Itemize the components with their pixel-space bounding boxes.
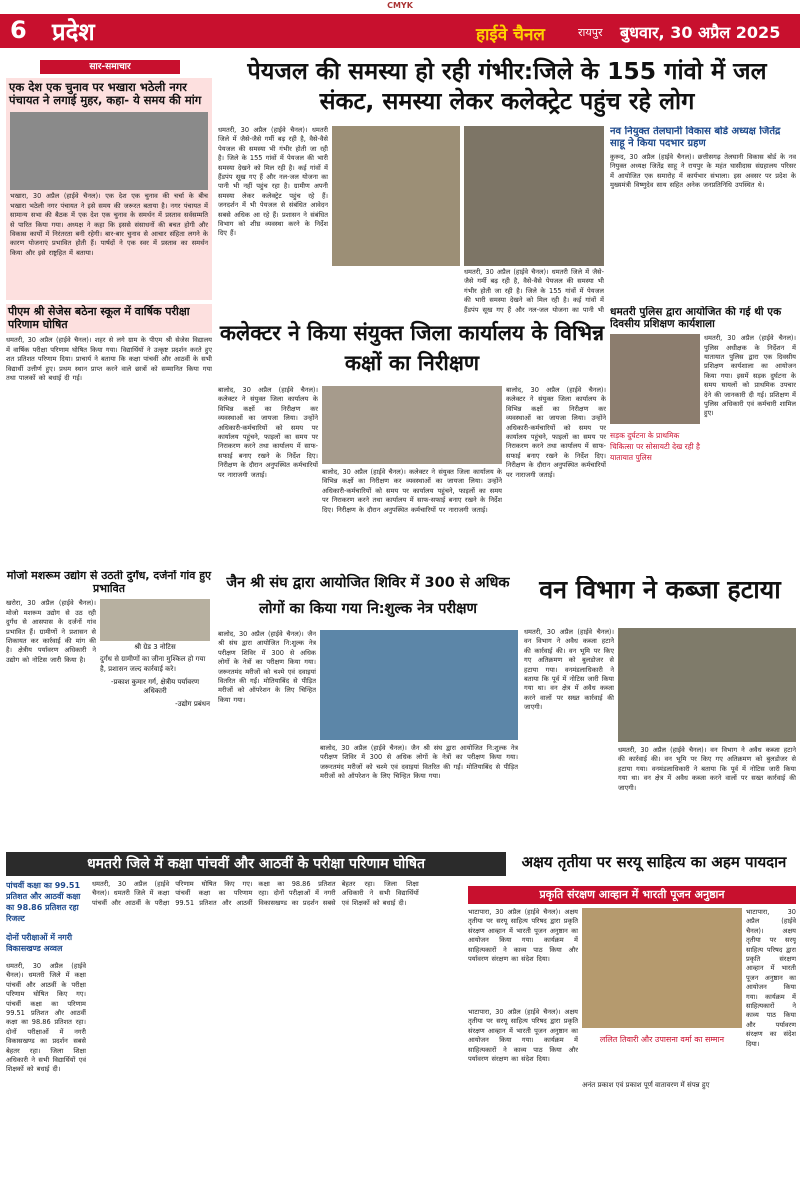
- story-sejes: [6, 304, 212, 566]
- page-header: [0, 14, 800, 48]
- city-name: रायपुर: [578, 26, 603, 39]
- results-bullets: [6, 880, 86, 1178]
- story-telghani-title: नव नियुक्त तेलघानी विकास बोर्ड अध्यक्ष जितेंद्र साहू ने किया पदभार ग्रहण: [610, 126, 781, 149]
- story-mojo-tag: श्री ग्रेड 3 नोटिस: [134, 643, 176, 652]
- sahitya-quote: ललित तिवारी और उपासना वर्मा का सम्मान: [599, 1035, 725, 1044]
- story-telghani: [610, 126, 796, 304]
- story-ek-desh-photo: [10, 112, 208, 190]
- collector-headline: कलेक्टर ने किया संयुक्त जिला कार्यालय के विभिन्न कक्षों का निरीक्षण: [219, 321, 605, 375]
- page-number: 6: [10, 16, 27, 44]
- story-mojo: [6, 570, 212, 848]
- eyecamp-headline: जैन श्री संघ द्वारा आयोजित शिविर में 300 से अधिक लोगों का किया गया नि:शुल्क नेत्र परीक्षण: [226, 575, 510, 617]
- story-police-box: सड़क दुर्घटना के प्राथमिक चिकित्सा पर सोसायटी देख रही है यातायात पुलिस: [610, 431, 701, 463]
- story-ek-desh: [6, 78, 212, 300]
- lead-headline: पेयजल की समस्या हो रही गंभीर:जिले के 155 गांवो में जल संकट, समस्या लेकर कलेक्ट्रेट पहुंच रहे लोग: [247, 57, 767, 115]
- collector-body: बालोद, 30 अप्रैल (हाईवे चैनल)। कलेक्टर ने संयुक्त जिला कार्यालय के विभिन्न कक्षों का निरीक्षण कर व्यवस्थाओं का जायजा लिया। उन्होंने अधिकारी-कर्मचारियों को समय पर कार्यालय पहुंचने, फाइलों का समय पर निराकरण करने तथा कार्यालय में साफ-सफाई बनाए रखने के निर्देश दिए। निरीक्षण के दौरान अनुपस्थित कर्मचारियों पर नाराजगी जताई।: [218, 386, 318, 479]
- lead-photo-1: [332, 126, 460, 266]
- sahitya-body: भाटापारा, 30 अप्रैल (हाईवे चैनल)। अक्षय तृतीया पर सरयू साहित्य परिषद द्वारा प्रकृति संरक्षण आव्हान में भारती पूजन अनुष्ठान का आयोजन किया गया। कार्यक्रम में साहित्यकारों ने काव्य पाठ किया और पर्यावरण संरक्षण का संदेश दिया।: [468, 908, 578, 964]
- sahitya-body-2: भाटापारा, 30 अप्रैल (हाईवे चैनल)। अक्षय तृतीया पर सरयू साहित्य परिषद द्वारा प्रकृति संरक्षण आव्हान में भारती पूजन अनुष्ठान का आयोजन किया गया। कार्यक्रम में साहित्यकारों ने काव्य पाठ किया और पर्यावरण संरक्षण का संदेश दिया।: [746, 908, 796, 1048]
- story-mojo-title: मोजो मशरूम उद्योग से उठती दुर्गंध, दर्जनों गांव हुए प्रभावित: [6, 570, 212, 595]
- eyecamp-body-2: बालोद, 30 अप्रैल (हाईवे चैनल)। जैन श्री संघ द्वारा आयोजित नि:शुल्क नेत्र परीक्षण शिविर में 300 से अधिक लोगों के नेत्रों का परीक्षण किया गया। जरूरतमंद मरीजों को चश्मे एवं दवाइयां वितरित की गईं। मोतियाबिंद से पीड़ित मरीजों को ऑपरेशन के लिए चिन्हित किया गया।: [320, 744, 518, 781]
- story-mojo-sign2: -उद्योग प्रबंधन: [175, 700, 210, 709]
- brand-name: हाईवे चैनल: [476, 25, 545, 45]
- sar-samachar-label: सार-समाचार: [40, 60, 180, 74]
- issue-date: बुधवार, 30 अप्रैल 2025: [620, 23, 781, 42]
- story-mojo-sign1: -प्रकाश कुमार गर्ग, क्षेत्रीय पर्यावरण अधिकारी: [110, 678, 200, 696]
- sahitya-sign: अनंत प्रकाश एवं प्रकाश पूर्ण वातावरण में संपन्न हुए: [582, 1081, 710, 1089]
- eyecamp-body: बालोद, 30 अप्रैल (हाईवे चैनल)। जैन श्री संघ द्वारा आयोजित नि:शुल्क नेत्र परीक्षण शिविर में 300 से अधिक लोगों के नेत्रों का परीक्षण किया गया। जरूरतमंद मरीजों को चश्मे एवं दवाइयां वितरित की गईं। मोतियाबिंद से पीड़ित मरीजों को ऑपरेशन के लिए चिन्हित किया गया।: [218, 630, 316, 704]
- forest-headline: वन विभाग ने कब्जा हटाया: [539, 576, 781, 604]
- story-ek-desh-body: भखारा, 30 अप्रैल (हाईवे चैनल)। एक देश एक चुनाव की चर्चा के बीच भखारा भठेली नगर पंचायत ने इसे समय की जरूरत बताया है। नगर पंचायत में सामान्य सभा की बैठक में एक देश एक चुनाव के समर्थन में प्रस्ताव सर्वसम्मति से पारित किया गया। अध्यक्ष ने कहा कि इससे संसाधनों की बचत होगी और विकास कार्यों में निरंतरता बनी रहेगी। बार-बार चुनाव से आचार संहिता लगने के कारण योजनाएं प्रभावित होती हैं। पार्षदों ने एक स्वर में प्रस्ताव का समर्थन किया और इसे राष्ट्रहित में बताया।: [10, 192, 208, 257]
- sahitya-strip: प्रकृति संरक्षण आव्हान में भारती पूजन अनुष्ठान: [468, 886, 796, 904]
- collector-photo: [322, 386, 502, 464]
- story-police-body: धमतरी, 30 अप्रैल (हाईवे चैनल)। पुलिस अधीक्षक के निर्देशन में यातायात पुलिस द्वारा एक दिवसीय प्रशिक्षण कार्यशाला का आयोजन किया गया। इसमें सड़क दुर्घटना के समय घायलों को प्राथमिक उपचार देने की जानकारी दी गई। प्रशिक्षण में पुलिस अधिकारी एवं कर्मचारी शामिल हुए।: [704, 334, 796, 418]
- lead-photo-2: [464, 126, 604, 266]
- results-body: धमतरी, 30 अप्रैल (हाईवे चैनल)। धमतरी जिले में कक्षा पांचवीं और आठवीं के परीक्षा परिणाम घोषित किए गए। पांचवीं कक्षा का परिणाम 99.51 प्रतिशत और आठवीं कक्षा का 98.86 प्रतिशत रहा। दोनों परीक्षाओं में नगरी विकासखण्ड का प्रदर्शन सबसे बेहतर रहा। जिला शिक्षा अधिकारी ने सभी विद्यार्थियों एवं शिक्षकों को बधाई दी।: [6, 962, 86, 1074]
- sahitya-photo: [582, 908, 742, 1028]
- story-sejes-body: धमतरी, 30 अप्रैल (हाईवे चैनल)। शहर से लगे ग्राम के पीएम श्री सेजेस विद्यालय में वार्षिक परीक्षा परिणाम घोषित किया गया। विद्यार्थियों ने उत्कृष्ट प्रदर्शन करते हुए शत प्रतिशत परिणाम दिया। प्राचार्य ने बताया कि कक्षा पांचवीं और आठवीं के सभी विद्यार्थी उत्तीर्ण हुए। प्रथम स्थान प्राप्त करने वाले छात्रों को सम्मानित किया गया तथा पालकों को बधाई दी गई।: [6, 336, 212, 382]
- story-mojo-body: खरोरा, 30 अप्रैल (हाईवे चैनल)। मोजो मशरूम उद्योग से उठ रही दुर्गंध से आसपास के दर्जनों गांव प्रभावित हैं। ग्रामीणों ने प्रशासन से शिकायत कर कार्रवाई की मांग की है। क्षेत्रीय पर्यावरण अधिकारी ने उद्योग को नोटिस जारी किया है।: [6, 599, 96, 664]
- sahitya-body-3: भाटापारा, 30 अप्रैल (हाईवे चैनल)। अक्षय तृतीया पर सरयू साहित्य परिषद द्वारा प्रकृति संरक्षण आव्हान में भारती पूजन अनुष्ठान का आयोजन किया गया। कार्यक्रम में साहित्यकारों ने काव्य पाठ किया और पर्यावरण संरक्षण का संदेश दिया।: [468, 1008, 578, 1064]
- collector-body-3: बालोद, 30 अप्रैल (हाईवे चैनल)। कलेक्टर ने संयुक्त जिला कार्यालय के विभिन्न कक्षों का निरीक्षण कर व्यवस्थाओं का जायजा लिया। उन्होंने अधिकारी-कर्मचारियों को समय पर कार्यालय पहुंचने, फाइलों का समय पर निराकरण करने तथा कार्यालय में साफ-सफाई बनाए रखने के निर्देश दिए। निरीक्षण के दौरान अनुपस्थित कर्मचारियों पर नाराजगी जताई।: [506, 386, 606, 479]
- sahitya-headline: अक्षय तृतीया पर सरयू साहित्य का अहम पायदान: [521, 854, 787, 871]
- lead-body: धमतरी, 30 अप्रैल (हाईवे चैनल)। धमतरी जिले में जैसे-जैसे गर्मी बढ़ रही है, वैसे-वैसे पेयजल की समस्या भी गंभीर होती जा रही है। जिले के 155 गांवों में पेयजल की भारी समस्या देखने को मिल रही है। कई गांवों में हैंडपंप सूख गए हैं और नल-जल योजना का पानी भी नहीं पहुंच रहा है। ग्रामीण अपनी समस्या लेकर कलेक्ट्रेट पहुंच रहे हैं। जनदर्शन में भी पेयजल से संबंधित आवेदन सबसे अधिक आ रहे हैं। प्रशासन ने संबंधित विभाग को शीघ्र व्यवस्था करने के निर्देश दिए हैं।: [218, 126, 328, 238]
- results-body-2: धमतरी, 30 अप्रैल (हाईवे चैनल)। धमतरी जिले में कक्षा पांचवीं और आठवीं के परीक्षा परिणाम घोषित किए गए। पांचवीं कक्षा का परिणाम 99.51 प्रतिशत और आठवीं कक्षा का 98.86 प्रतिशत रहा। दोनों परीक्षाओं में नगरी विकासखण्ड का प्रदर्शन सबसे बेहतर रहा। जिला शिक्षा अधिकारी ने सभी विद्यार्थियों एवं शिक्षकों को बधाई दी।: [92, 880, 419, 907]
- forest-body-2: धमतरी, 30 अप्रैल (हाईवे चैनल)। वन विभाग ने अवैध कब्जा हटाने की कार्रवाई की। वन भूमि पर किए गए अतिक्रमण को बुलडोजर से हटाया गया। वनमंडलाधिकारी ने बताया कि पूर्व में नोटिस जारी किया गया था। वन क्षेत्र में अवैध कब्जा करने वालों पर सख्त कार्रवाई की जाएगी।: [618, 746, 796, 792]
- results-bullet-2: दोनों परीक्षाओं में नगरी विकासखण्ड अव्वल: [6, 933, 73, 953]
- story-sejes-title: पीएम श्री सेजेस बठेना स्कूल में वार्षिक परीक्षा परिणाम घोषित: [6, 304, 212, 333]
- forest-body: धमतरी, 30 अप्रैल (हाईवे चैनल)। वन विभाग ने अवैध कब्जा हटाने की कार्रवाई की। वन भूमि पर किए गए अतिक्रमण को बुलडोजर से हटाया गया। वनमंडलाधिकारी ने बताया कि पूर्व में नोटिस जारी किया गया था। वन क्षेत्र में अवैध कब्जा करने वालों पर सख्त कार्रवाई की जाएगी।: [524, 628, 614, 712]
- section-title: प्रदेश: [52, 18, 95, 46]
- results-bullet-1: पांचवीं कक्षा का 99.51 प्रतिशत और आठवीं कक्षा का 98.86 प्रतिशत रहा रिजल्ट: [6, 881, 81, 923]
- story-telghani-body: कुरूद, 30 अप्रैल (हाईवे चैनल)। छत्तीसगढ़ तेलघानी विकास बोर्ड के नव नियुक्त अध्यक्ष जितेंद्र साहू ने रायपुर के महंत घासीदास संग्रहालय परिसर में आयोजित एक समारोह में कार्यभार संभाला। इस अवसर पर प्रदेश के मुख्यमंत्री विष्णुदेव साय सहित अनेक जनप्रतिनिधि उपस्थित थे।: [610, 153, 796, 190]
- story-police-photo: [610, 334, 700, 424]
- forest-photo: [618, 628, 796, 742]
- story-mojo-quote: दुर्गंध से ग्रामीणों का जीना मुश्किल हो गया है, प्रशासन जल्द कार्रवाई करे।: [100, 655, 206, 674]
- lead-body-cont: धमतरी, 30 अप्रैल (हाईवे चैनल)। धमतरी जिले में जैसे-जैसे गर्मी बढ़ रही है, वैसे-वैसे पेयजल की समस्या भी गंभीर होती जा रही है। जिले के 155 गांवों में पेयजल की भारी समस्या देखने को मिल रही है। कई गांवों में हैंडपंप सूख गए हैं और नल-जल योजना का पानी भी: [464, 268, 604, 314]
- cmyk-marker: CMYK: [387, 1, 413, 10]
- story-police-title: धमतरी पुलिस द्वारा आयोजित की गई थी एक दिवसीय प्रशिक्षण कार्यशाला: [610, 306, 782, 331]
- story-ek-desh-title: एक देश एक चुनाव पर भखारा भठेली नगर पंचायत ने लगाई मुहर, कहा- ये समय की मांग: [9, 80, 202, 108]
- story-mojo-photo: [100, 599, 210, 641]
- collector-body-2: बालोद, 30 अप्रैल (हाईवे चैनल)। कलेक्टर ने संयुक्त जिला कार्यालय के विभिन्न कक्षों का निरीक्षण कर व्यवस्थाओं का जायजा लिया। उन्होंने अधिकारी-कर्मचारियों को समय पर कार्यालय पहुंचने, फाइलों का समय पर निराकरण करने तथा कार्यालय में साफ-सफाई बनाए रखने के निर्देश दिए। निरीक्षण के दौरान अनुपस्थित कर्मचारियों पर नाराजगी जताई।: [322, 468, 502, 514]
- story-police: [610, 306, 796, 620]
- eyecamp-photo: [320, 630, 518, 740]
- results-headline: धमतरी जिले में कक्षा पांचवीं और आठवीं के परीक्षा परिणाम घोषित: [6, 852, 506, 876]
